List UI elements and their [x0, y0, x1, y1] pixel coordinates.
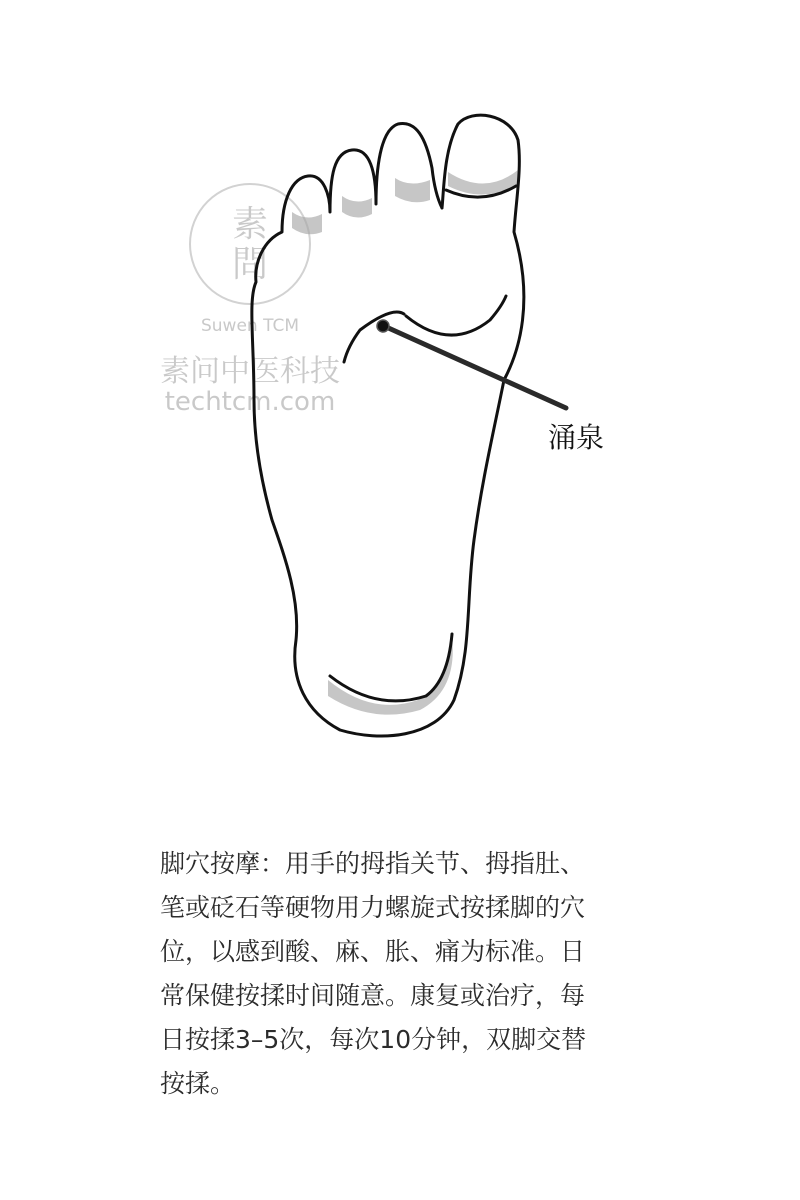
- watermark-logo-glyph-bottom: 問: [231, 244, 269, 285]
- foot-outline: [252, 115, 524, 736]
- watermark-brand-cn: 素问中医科技: [160, 354, 340, 389]
- second-toe-shading: [395, 178, 430, 202]
- acupoint-dot: [377, 320, 389, 332]
- acupoint-label: 涌泉: [548, 421, 605, 454]
- arch-contour: [344, 312, 404, 362]
- watermark-brand-en: Suwen TCM: [200, 316, 300, 336]
- heel-shading: [328, 636, 453, 715]
- acupoint-leader-line: [384, 326, 566, 408]
- ball-pad-contour: [406, 296, 506, 335]
- massage-instructions: 脚穴按摩：用手的拇指关节、拇指肚、 笔或砭石等硬物用力螺旋式按揉脚的穴 位，以感到酸、麻、胀、痛为标准。日 常保健按揉时间随意。康复或治疗，每 日按揉3–5次，每次10分钟，双脚交替 按揉。: [160, 849, 587, 1098]
- sole-outline: [252, 115, 524, 736]
- foot-shading: [292, 170, 518, 715]
- third-toe-shading: [342, 196, 372, 218]
- heel-contour: [330, 634, 452, 701]
- fourth-toe-shading: [292, 212, 322, 234]
- watermark-domain: techtcm.com: [164, 387, 336, 417]
- watermark-logo-glyph-top: 素: [231, 204, 269, 245]
- yongquan-marker: [377, 320, 604, 454]
